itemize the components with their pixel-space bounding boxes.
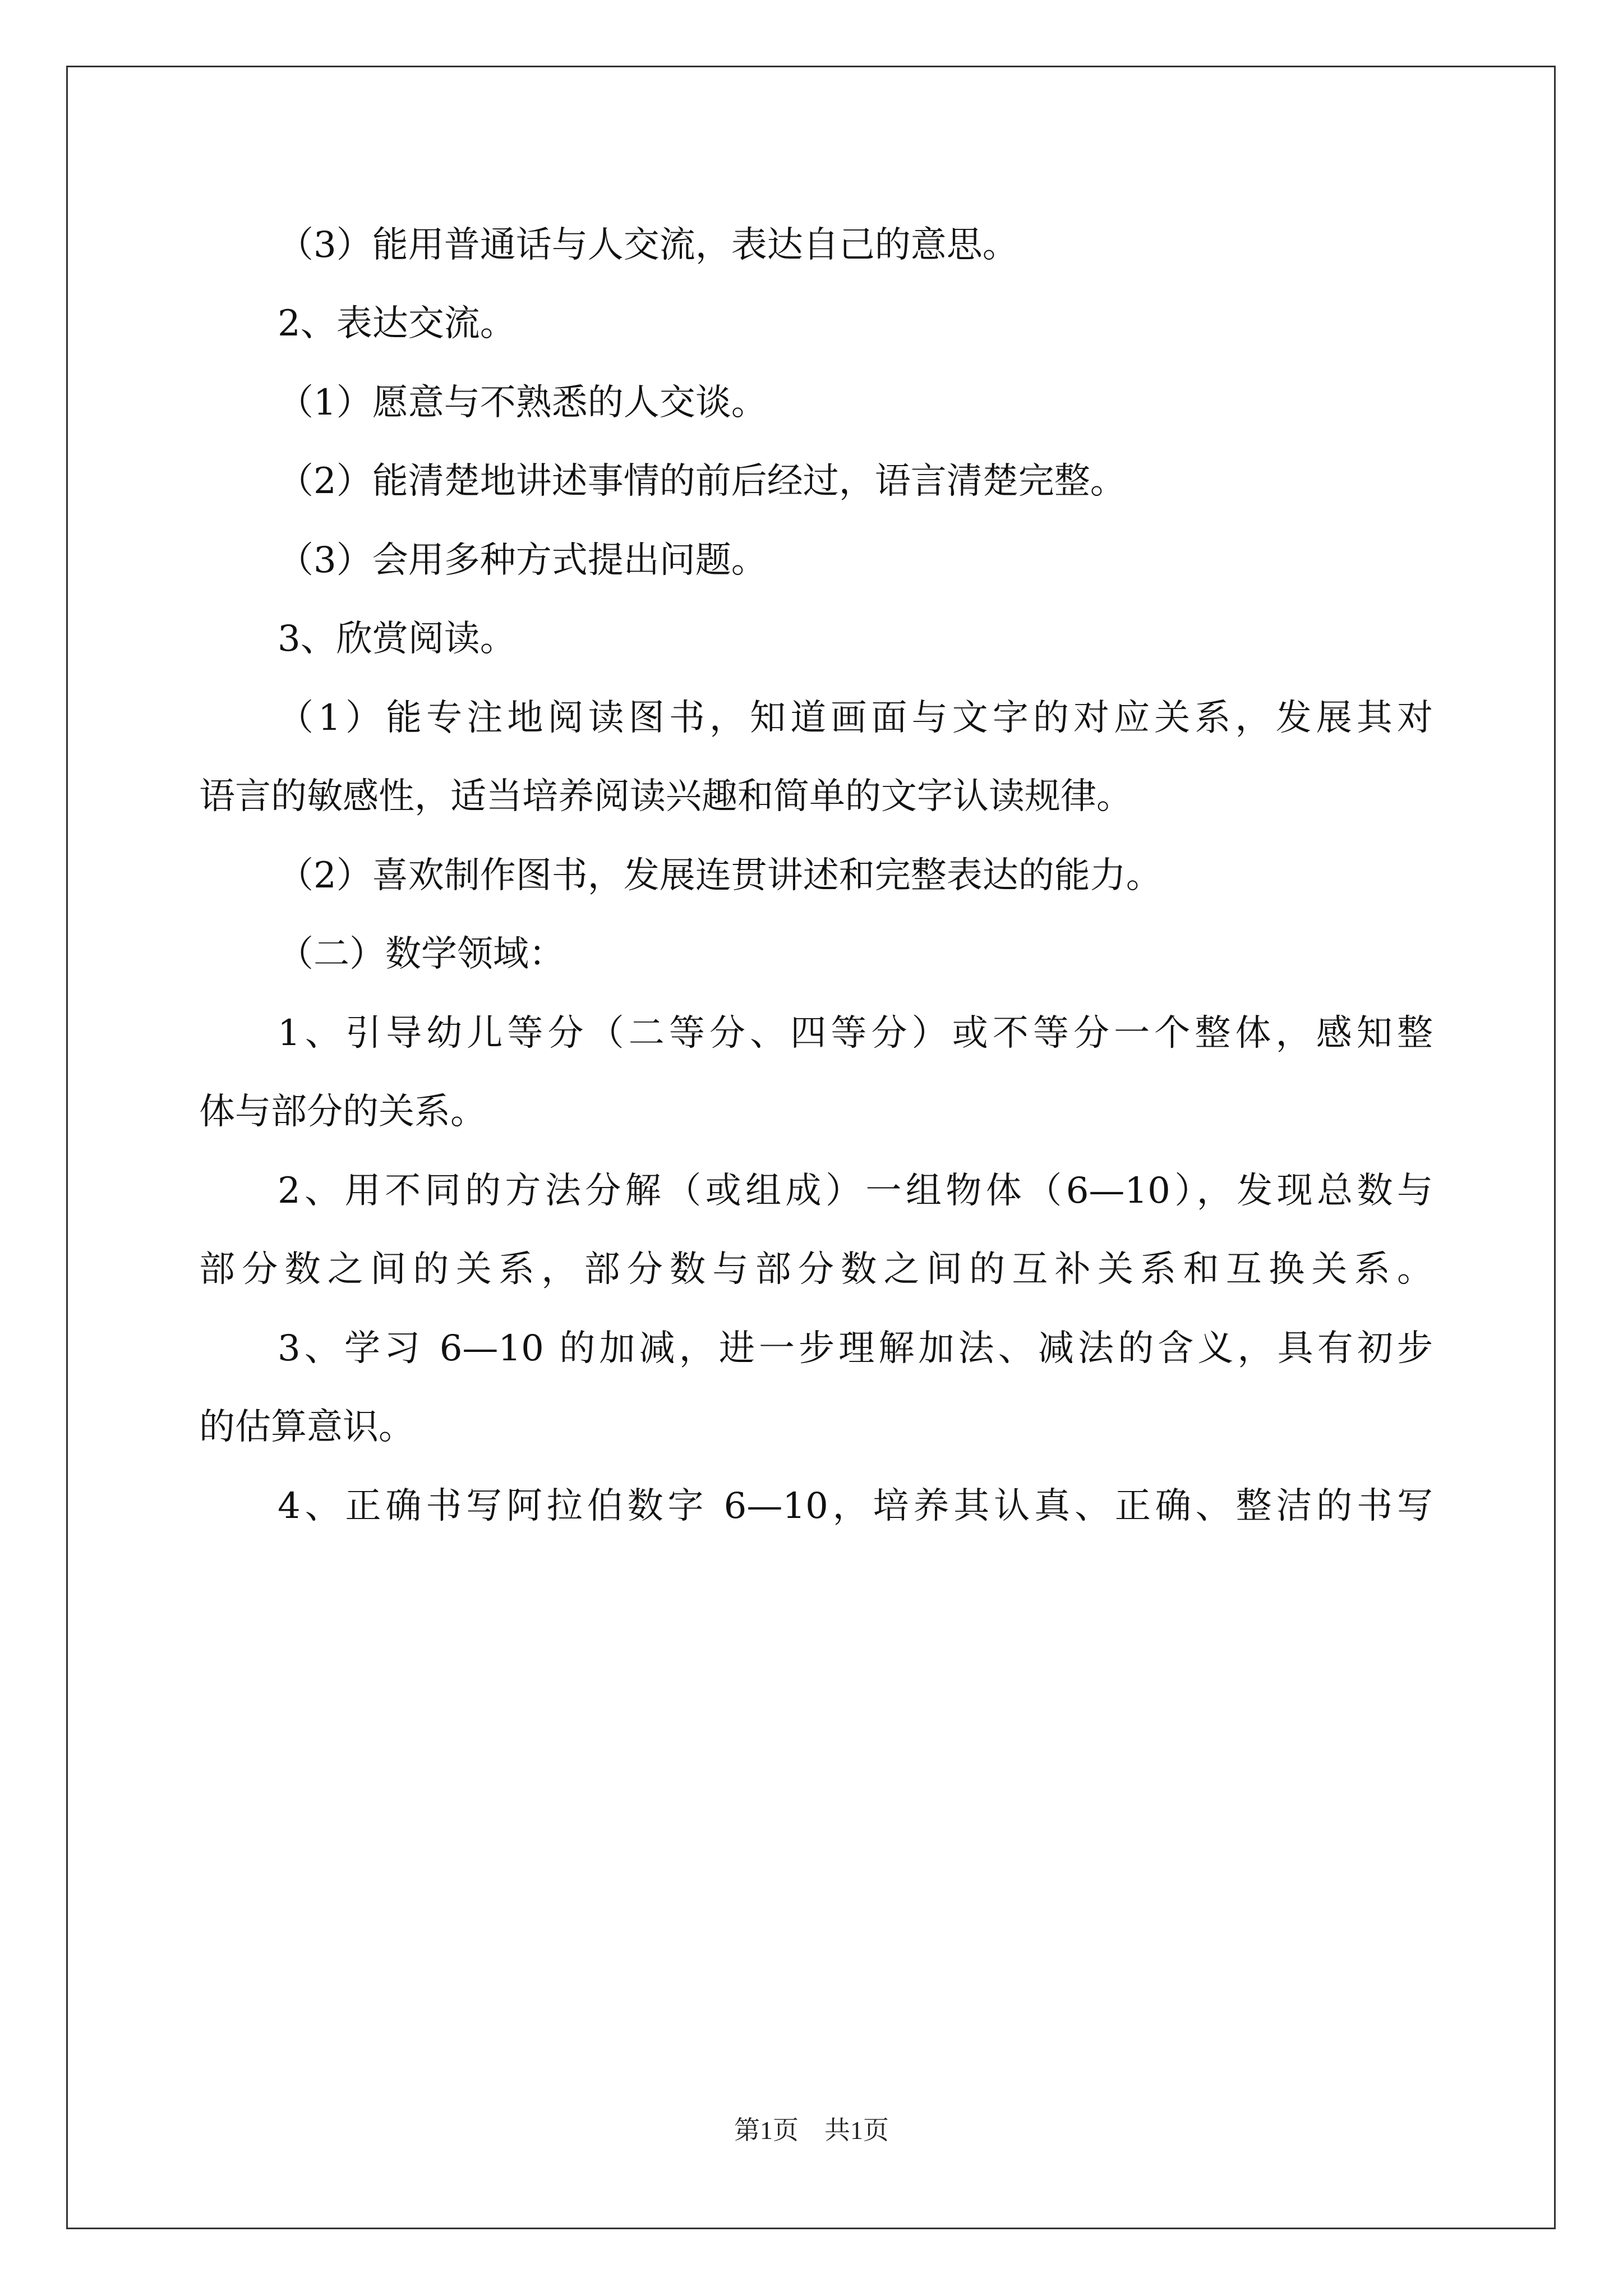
text-line: 1、引导幼儿等分（二等分、四等分）或不等分一个整体，感知整 (278, 1013, 1433, 1054)
text-line: 3、学习 6—10 的加减，进一步理解加法、减法的含义，具有初步 (278, 1328, 1433, 1369)
text-line: （2）喜欢制作图书，发展连贯讲述和完整表达的能力。 (278, 855, 1162, 896)
text-line: 语言的敏感性，适当培养阅读兴趣和简单的文字认读规律。 (199, 776, 1132, 817)
section-heading: （二）数学领域： (278, 933, 565, 975)
text-line: （2）能清楚地讲述事情的前后经过，语言清楚完整。 (278, 461, 1126, 502)
text-line: （1）愿意与不熟悉的人交谈。 (278, 382, 767, 424)
text-line: （1）能专注地阅读图书，知道画面与文字的对应关系，发展其对 (278, 697, 1433, 739)
text-line: 的估算意识。 (199, 1406, 414, 1448)
page-number-footer: 第1页 共1页 (734, 2116, 889, 2145)
text-line: 2、用不同的方法分解（或组成）一组物体（6—10），发现总数与 (278, 1170, 1433, 1212)
text-line: （3）会用多种方式提出问题。 (278, 540, 767, 581)
text-line: 部分数之间的关系，部分数与部分数之间的互补关系和互换关系。 (199, 1249, 1433, 1290)
text-line: 4、正确书写阿拉伯数字 6—10，培养其认真、正确、整洁的书写 (278, 1485, 1433, 1527)
text-line: 2、表达交流。 (278, 303, 516, 344)
text-line: 3、欣赏阅读。 (278, 618, 516, 660)
text-line: （3）能用普通话与人交流，表达自己的意思。 (278, 224, 1018, 266)
text-line: 体与部分的关系。 (199, 1091, 486, 1133)
